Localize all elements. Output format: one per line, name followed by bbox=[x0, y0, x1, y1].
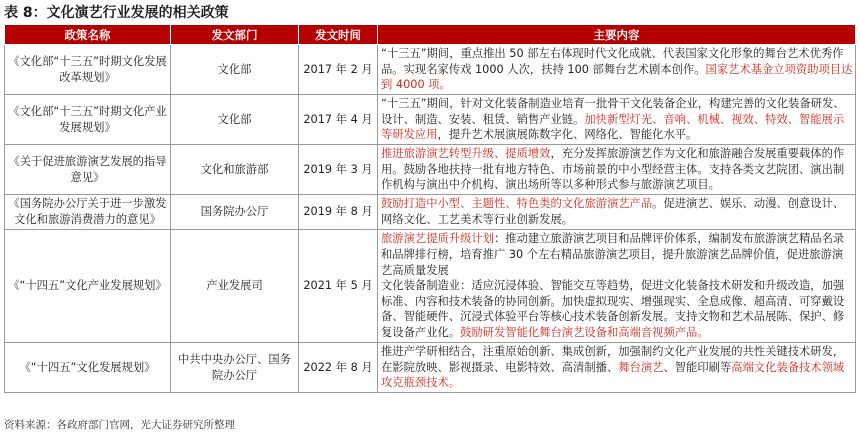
highlighted-text: 旅游演艺提质升级计划 bbox=[381, 232, 494, 246]
content-cell bbox=[378, 145, 856, 195]
highlighted-text: 推进旅游演艺转型升级、提质增效 bbox=[381, 147, 551, 161]
header-content: 主要内容 bbox=[378, 25, 856, 45]
department-cell: 中共中央办公厅、国务院办公厅 bbox=[171, 343, 299, 393]
content-text: “十三五”期间，针对文化装备制造业培育一批骨干文化装备企业，构建完善的文化装备研发、设计、制造、安装、租赁、销售产业链。 bbox=[381, 97, 845, 126]
content-text: 。促进演艺、娱乐、动漫、创意设计、网络文化、工艺美术等行业创新发展。 bbox=[381, 197, 845, 226]
date-cell: 2017 年 4 月 bbox=[299, 95, 378, 145]
content-text: ，充分发挥旅游演艺作为文化和旅游融合发展重要载体的作用。鼓励各地扶持一批有地方特色、市场前景的中小型经营主体。支持各类文艺院团、演出制作机构与演出中介机构、演出场所等以多种形式参与旅游演艺项目。 bbox=[381, 147, 845, 192]
policy-name-cell: 《文化部“十三五”时期文化发展改革规划》 bbox=[5, 45, 171, 95]
department-cell: 文化和旅游部 bbox=[171, 145, 299, 195]
date-cell: 2021 年 5 月 bbox=[299, 230, 378, 343]
highlighted-text: 高端文化装备技术领域攻克瓶颈技术。 bbox=[381, 360, 845, 390]
department-cell: 文化部 bbox=[171, 95, 299, 145]
header-policy-name: 政策名称 bbox=[5, 25, 171, 45]
table-row bbox=[5, 343, 856, 393]
policy-name-cell: 《关于促进旅游演艺发展的指导意见》 bbox=[5, 145, 171, 195]
date-cell: 2019 年 3 月 bbox=[299, 145, 378, 195]
content-text: 、智能印刷等 bbox=[663, 360, 732, 374]
department-cell: 产业发展司 bbox=[171, 230, 299, 343]
content-text: ：推动建立旅游演艺项目和品牌评价体系，编制发布旅游演艺精品名录和品牌排行榜，培育推广 30 个左右精品旅游演艺项目，提升旅游演艺品牌价值，促进旅游演艺高质量发展 bbox=[381, 232, 845, 277]
policy-name-cell: 《文化部“十三五”时期文化产业发展规划》 bbox=[5, 95, 171, 145]
highlighted-text: 鼓励打造中小型、主题性、特色类的文化旅游演艺产品 bbox=[381, 197, 653, 211]
table-title: 表 8：文化演艺行业发展的相关政策 bbox=[4, 5, 229, 21]
table-header-row bbox=[5, 25, 856, 45]
table-row bbox=[5, 45, 856, 95]
date-cell: 2017 年 2 月 bbox=[299, 45, 378, 95]
policy-table bbox=[4, 24, 856, 393]
date-cell: 2022 年 8 月 bbox=[299, 343, 378, 393]
content-cell bbox=[378, 195, 856, 230]
header-date: 发文时间 bbox=[299, 25, 378, 45]
department-cell: 国务院办公厅 bbox=[171, 195, 299, 230]
content-text: “十三五”期间，重点推出 50 部左右体现时代文化成就、代表国家文化形象的舞台艺术优秀作品。实现名家传戏 1000 人次，扶持 100 部舞台艺术剧本创作。 bbox=[381, 47, 844, 76]
date-cell: 2019 年 8 月 bbox=[299, 195, 378, 230]
table-row bbox=[5, 230, 856, 343]
highlighted-text: 加快新型灯光、音响、机械、视效、特效、智能展示等研发应用 bbox=[381, 112, 845, 142]
content-cell bbox=[378, 230, 856, 343]
header-department: 发文部门 bbox=[171, 25, 299, 45]
table-row bbox=[5, 145, 856, 195]
content-text: 文化装备制造业：适应沉浸体验、智能交互等趋势，促进文化装备技术研发和升级改造，加强标准、内容和技术装备的协同创新。加快虚拟现实、增强现实、全息成像、超高清、可穿戴设备、智能硬件、沉浸式体验平台等核心技术装备创新发展。支持文物和艺术品展陈、保护、修复设备产业化。 bbox=[381, 279, 845, 339]
table-row bbox=[5, 95, 856, 145]
content-cell bbox=[378, 343, 856, 393]
policy-name-cell: 《“十四五”文化产业发展规划》 bbox=[5, 230, 171, 343]
source-note: 资料来源：各政府部门官网，光大证券研究所整理 bbox=[4, 419, 235, 431]
department-cell: 文化部 bbox=[171, 45, 299, 95]
highlighted-text: 鼓励研发智能化舞台演艺设备和高端音视频产品。 bbox=[460, 325, 709, 339]
highlighted-text: 国家艺术基金立项资助项目达到 4000 项。 bbox=[381, 62, 853, 92]
policy-name-cell: 《“十四五”文化发展规划》 bbox=[5, 343, 171, 393]
content-cell bbox=[378, 95, 856, 145]
content-cell bbox=[378, 45, 856, 95]
table-row bbox=[5, 195, 856, 230]
content-text: 推进产学研相结合，注重原始创新、集成创新，加强制约文化产业发展的共性关键技术研发，在影院放映、影视摄录、电影特效、高清制播、 bbox=[381, 345, 845, 374]
content-text: ，提升艺术展演展陈数字化、网络化、智能化水平。 bbox=[437, 128, 698, 142]
highlighted-text: 舞台演艺 bbox=[618, 360, 664, 374]
policy-name-cell: 《国务院办公厅关于进一步激发文化和旅游消费潜力的意见》 bbox=[5, 195, 171, 230]
